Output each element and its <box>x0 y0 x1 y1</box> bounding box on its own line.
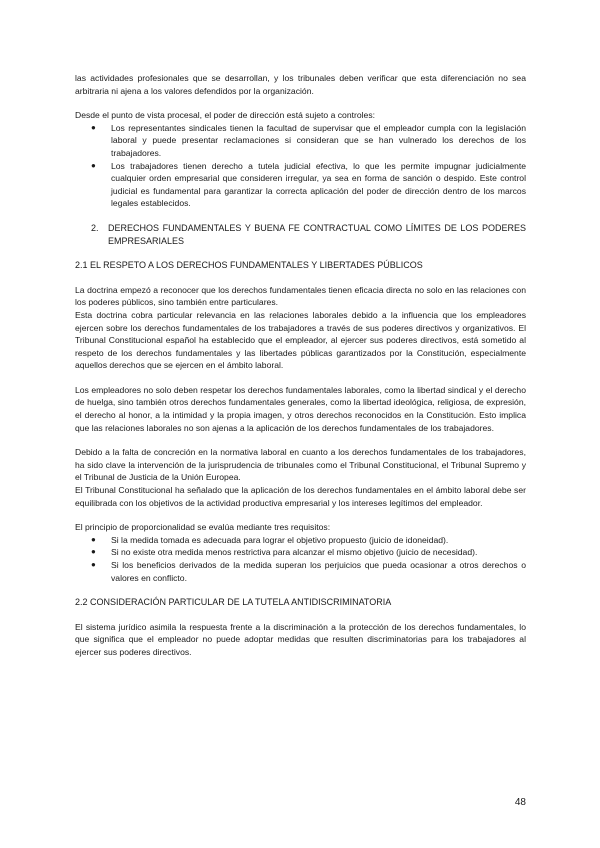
bullet-icon: ● <box>91 160 96 170</box>
bullet-list-procesal <box>75 122 526 210</box>
list-item <box>91 534 526 547</box>
paragraph-sistema: El sistema jurídico asimila la respuesta frente a la discriminación a la protección de los derechos fundamentales, lo que significa que el empleador no puede adoptar medidas que resulten discriminatorias para los trabajadores al ejercer sus poderes directivos. <box>75 621 526 657</box>
subsection-heading-2-2: 2.2 CONSIDERACIÓN PARTICULAR DE LA TUTELA ANTIDISCRIMINATORIA <box>75 597 392 608</box>
list-item-text: Los representantes sindicales tienen la facultad de supervisar que el empleador cumpla con la legislación laboral y puede presentar reclamaciones si consideran que se han vulnerado los derechos de los trabajadores. <box>111 122 526 158</box>
bullet-icon: ● <box>91 560 96 569</box>
document-page <box>75 72 526 659</box>
paragraph-intro: las actividades profesionales que se desarrollan, y los tribunales deben verificar que esta diferenciación no sea arbitraria ni ajena a los valores defendidos por la organización. <box>75 73 526 96</box>
section-number: 2. <box>91 222 99 233</box>
list-item-text: Si los beneficios derivados de la medida superan los perjuicios que pueda ocasionar a otros derechos o valores en conflicto. <box>111 560 526 583</box>
paragraph-tribunal: El Tribunal Constitucional ha señalado que la aplicación de los derechos fundamentales en el ámbito laboral debe ser equilibrada con los objetivos de la actividad productiva empresarial y los intereses legítimos del empleador. <box>75 485 526 508</box>
page-number: 48 <box>514 797 526 808</box>
bullet-icon: ● <box>91 547 96 557</box>
section-title: DERECHOS FUNDAMENTALES Y BUENA FE CONTRACTUAL COMO LÍMITES DE LOS PODERES EMPRESARIALES <box>108 222 526 246</box>
paragraph-doctrina: La doctrina empezó a reconocer que los derechos fundamentales tienen eficacia directa no solo en las relaciones con los poderes públicos, sino también entre particulares. <box>75 284 526 308</box>
bullet-icon: ● <box>91 534 96 544</box>
list-item <box>91 559 526 584</box>
section-heading-2 <box>75 222 526 247</box>
paragraph-proporcionalidad: El principio de proporcionalidad se evalúa mediante tres requisitos: <box>75 522 331 533</box>
paragraph-procesal: Desde el punto de vista procesal, el poder de dirección está sujeto a controles: <box>75 110 376 121</box>
paragraph-doctrina-relevancia: Esta doctrina cobra particular relevancia en las relaciones laborales debido a la influencia que los empleadores ejercen sobre los derechos fundamentales de los trabajadores a través de sus poderes directivos y organizativos. El Tribunal Constitucional español ha establecido que el empleador, al ejercer sus poderes directivos, está sometido al respeto de los derechos fundamentales y las libertades públicas garantizados por la Constitución, especialmente aquellos derechos que se ejercen en el ámbito laboral. <box>75 309 526 371</box>
list-item <box>91 160 526 210</box>
list-item <box>91 122 526 160</box>
list-item-text: Los trabajadores tienen derecho a tutela judicial efectiva, lo que les permite impugnar judicialmente cualquier orden empresarial que consideren irregular, ya sea en forma de sanción o despido. Este control judicial es fundamental para garantizar la correcta aplicación del poder de dirección dentro de los marcos legales establecidos. <box>111 160 526 209</box>
bullet-icon: ● <box>91 122 96 132</box>
bullet-list-proporcionalidad <box>75 534 526 584</box>
list-item <box>91 546 526 559</box>
subsection-heading-2-1: 2.1 EL RESPETO A LOS DERECHOS FUNDAMENTALES Y LIBERTADES PÚBLICOS <box>75 260 423 271</box>
list-item-text: Si no existe otra medida menos restrictiva para alcanzar el mismo objetivo (juicio de necesidad). <box>111 547 478 558</box>
list-item-text: Si la medida tomada es adecuada para lograr el objetivo propuesto (juicio de idoneidad). <box>111 534 449 545</box>
paragraph-concrecion: Debido a la falta de concreción en la normativa laboral en cuanto a los derechos fundamentales de los trabajadores, ha sido clave la intervención de la jurisprudencia de tribunales como el Tribunal Constitucional, el Tribunal Supremo y el Tribunal de Justicia de la Unión Europea. <box>75 447 526 483</box>
paragraph-empleadores: Los empleadores no solo deben respetar los derechos fundamentales laborales, como la libertad sindical y el derecho de huelga, sino también otros derechos fundamentales generales, como la libertad ideológica, religiosa, de expresión, el derecho al honor, a la intimidad y la propia imagen, y otros derechos reconocidos en la Constitución. Esto implica que las relaciones laborales no son ajenas a la aplicación de los derechos fundamentales de los trabajadores. <box>75 384 526 433</box>
